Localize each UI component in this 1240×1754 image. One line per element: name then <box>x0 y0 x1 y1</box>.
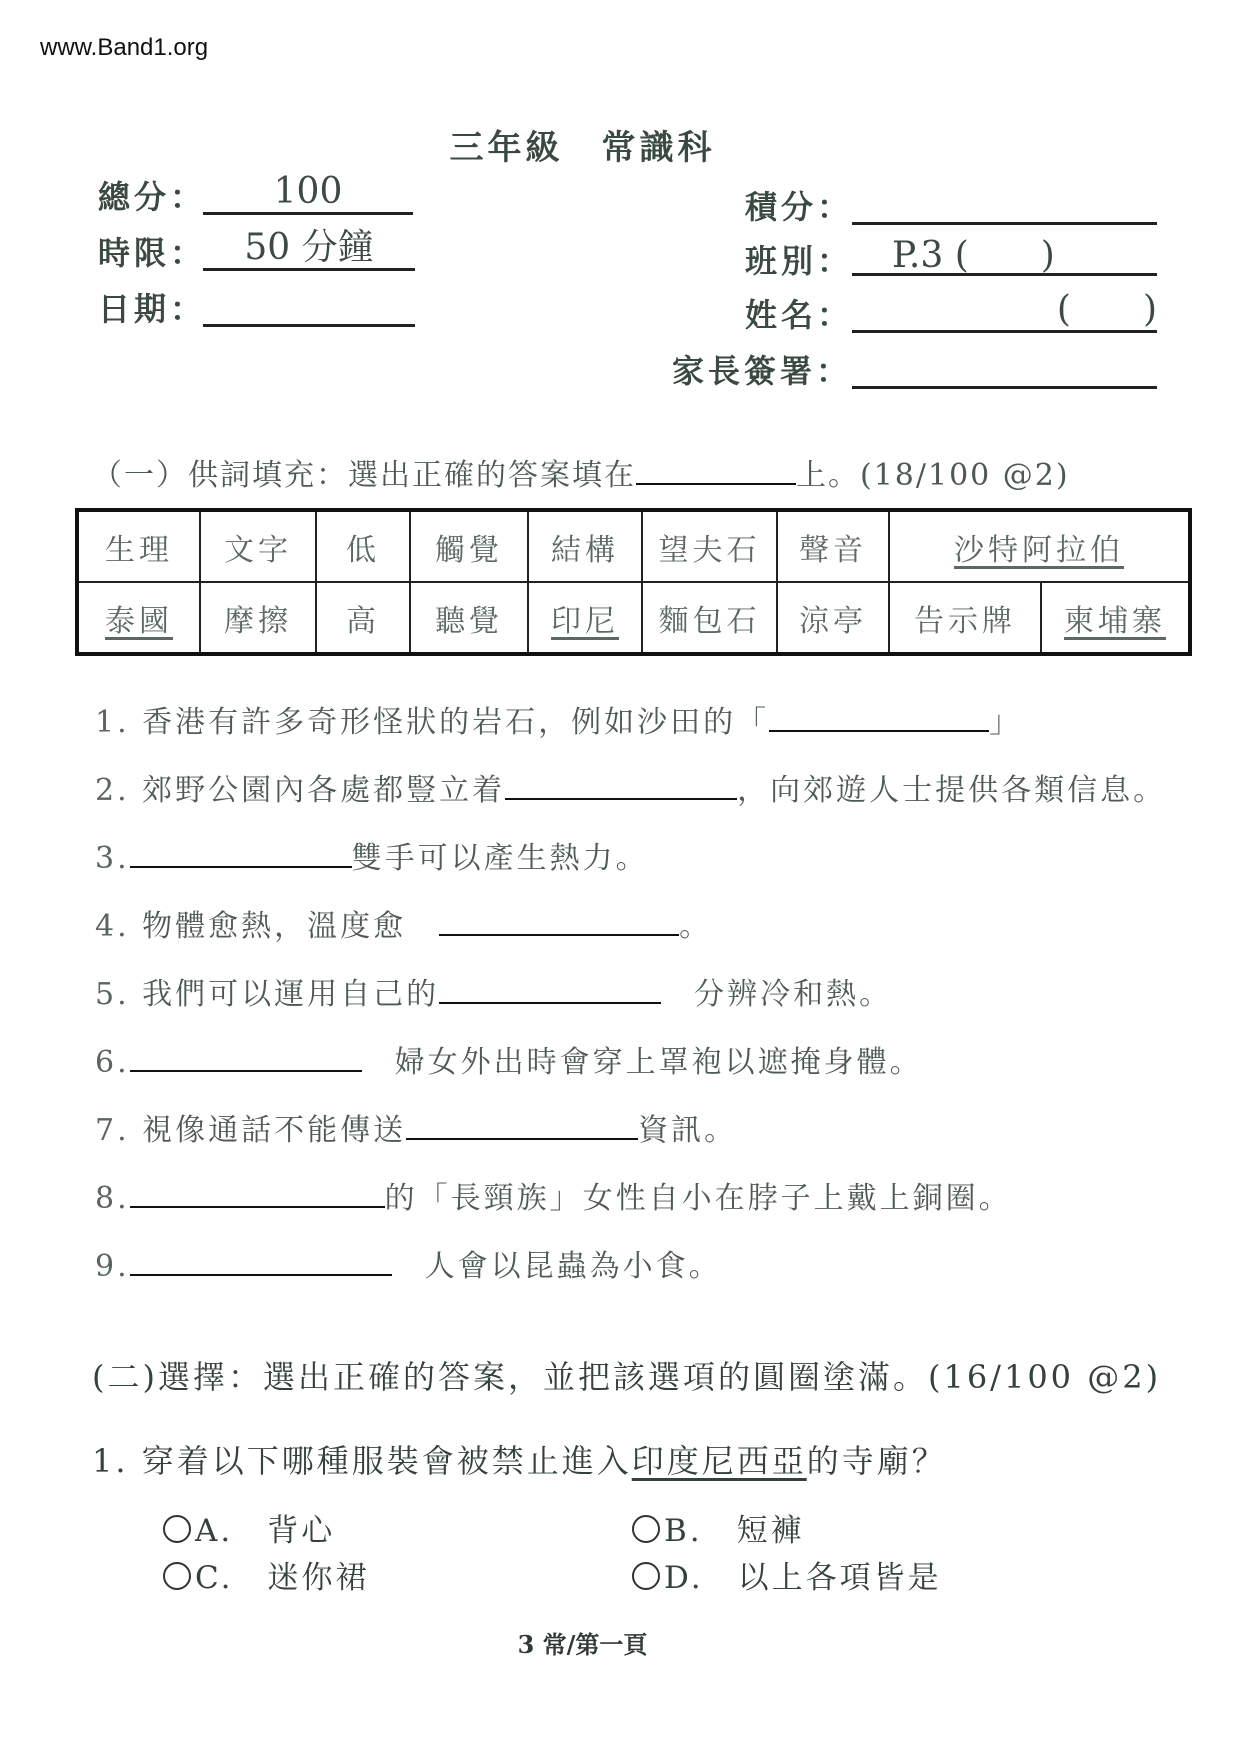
section1-title-blank <box>636 459 796 485</box>
question-3 <box>95 833 649 877</box>
total-value[interactable]: 100 <box>203 172 413 215</box>
answer-blank[interactable] <box>505 774 737 800</box>
question-text: 雙手可以產生熱力。 <box>351 841 649 876</box>
question-text: 的寺廟？ <box>806 1442 947 1480</box>
question-9 <box>95 1241 722 1285</box>
option-label: C. 迷你裙 <box>195 1560 370 1596</box>
question-number: 4. <box>95 909 130 944</box>
word-bank-cell: 聲音 <box>777 510 889 582</box>
option-label: D. 以上各項皆是 <box>664 1560 942 1596</box>
option-circle[interactable] <box>163 1562 191 1590</box>
name-field[interactable]: ( ) <box>852 290 1157 333</box>
option-d[interactable] <box>632 1552 942 1597</box>
question-text: 視像通話不能傳送 <box>142 1113 407 1148</box>
answer-blank[interactable] <box>406 1114 638 1140</box>
word-bank-cell: 望夫石 <box>642 510 777 582</box>
answer-blank[interactable] <box>130 842 352 868</box>
question-number: 7. <box>95 1113 130 1148</box>
option-circle[interactable] <box>632 1562 660 1590</box>
question-text: 香港有許多奇形怪狀的岩石，例如沙田的「 <box>142 705 770 740</box>
word-bank-cell: 柬埔寨 <box>1041 582 1190 654</box>
time-value[interactable]: 50 分鐘 <box>203 228 415 271</box>
question-text: 穿着以下哪種服裝會被禁止進入 <box>141 1442 632 1480</box>
question-number: 2. <box>95 773 130 808</box>
answer-blank[interactable] <box>769 706 989 732</box>
question-1 <box>95 697 1022 741</box>
option-label: B. 短褲 <box>664 1513 805 1549</box>
parent-signature-label: 家長簽署： <box>672 352 853 390</box>
answer-blank[interactable] <box>130 1250 392 1276</box>
word-bank-cell: 文字 <box>200 510 316 582</box>
date-label: 日期： <box>98 290 207 328</box>
word-bank <box>75 508 1192 656</box>
question-4 <box>95 901 712 945</box>
question-number: 8. <box>95 1181 130 1216</box>
word-bank-cell: 印尼 <box>528 582 642 654</box>
word-bank-cell: 生理 <box>77 510 200 582</box>
question-5 <box>95 969 892 1013</box>
answer-blank[interactable] <box>439 978 661 1004</box>
answer-blank[interactable] <box>439 910 679 936</box>
word-bank-cell: 摩擦 <box>200 582 316 654</box>
option-circle[interactable] <box>163 1515 191 1543</box>
question-text: 郊野公園內各處都豎立着 <box>142 773 506 808</box>
question-8 <box>95 1173 1012 1217</box>
question-number: 5. <box>95 977 130 1012</box>
word-bank-cell: 觸覺 <box>410 510 528 582</box>
word-bank-cell: 告示牌 <box>889 582 1041 654</box>
option-circle[interactable] <box>632 1515 660 1543</box>
word-bank-cell: 麵包石 <box>642 582 777 654</box>
name-label: 姓名： <box>745 296 854 334</box>
section2-title: (二)選擇：選出正確的答案，並把該選項的圓圈塗滿。(16/100 @2) <box>92 1358 1162 1396</box>
question-text: 」 <box>989 705 1023 740</box>
question-text: 物體愈熱，溫度愈 <box>142 909 407 944</box>
parent-signature-field[interactable] <box>852 346 1157 389</box>
word-bank-cell: 泰國 <box>77 582 200 654</box>
question-text: 分辨冷和熱。 <box>694 977 893 1012</box>
word-bank-cell: 聽覺 <box>410 582 528 654</box>
score-field[interactable] <box>852 182 1157 225</box>
question-number: 1. <box>92 1442 129 1480</box>
word-bank-cell: 高 <box>316 582 410 654</box>
section1-title <box>92 450 1070 494</box>
question-text: 的「長頸族」女性自小在脖子上戴上銅圈。 <box>384 1181 1012 1216</box>
option-b[interactable] <box>632 1505 805 1550</box>
class-field[interactable]: P.3 ( ) <box>852 236 1157 276</box>
score-label: 積分： <box>745 188 854 226</box>
question-number: 9. <box>95 1249 130 1284</box>
word-bank-cell: 涼亭 <box>777 582 889 654</box>
mc-question-1 <box>92 1436 947 1482</box>
answer-blank[interactable] <box>130 1046 362 1072</box>
answer-blank[interactable] <box>130 1182 385 1208</box>
question-number: 3. <box>95 841 130 876</box>
question-text: 資訊。 <box>638 1113 738 1148</box>
word-bank-cell: 結構 <box>528 510 642 582</box>
word-bank-cell: 低 <box>316 510 410 582</box>
question-text: 我們可以運用自己的 <box>142 977 440 1012</box>
question-6 <box>95 1037 923 1081</box>
question-text: 。 <box>679 909 713 944</box>
class-label: 班別： <box>745 242 854 280</box>
watermark: www.Band1.org <box>40 34 209 61</box>
time-label: 時限： <box>98 234 207 272</box>
question-number: 1. <box>95 705 130 740</box>
word-bank-cell: 沙特阿拉伯 <box>889 510 1190 582</box>
page-footer: 3 常/第一頁 <box>517 1630 648 1659</box>
section1-title-pre: （一）供詞填充：選出正確的答案填在 <box>92 458 636 493</box>
question-text: ，向郊遊人士提供各類信息。 <box>737 773 1167 808</box>
question-text: 人會以昆蟲為小食。 <box>424 1249 722 1284</box>
question-text: 婦女外出時會穿上罩袍以遮掩身體。 <box>394 1045 923 1080</box>
date-field[interactable] <box>203 284 415 327</box>
option-c[interactable] <box>163 1552 369 1597</box>
question-7 <box>95 1105 737 1149</box>
page-title: 三年級 常識科 <box>449 128 716 168</box>
option-a[interactable] <box>163 1505 335 1550</box>
total-label: 總分： <box>98 178 207 216</box>
question-number: 6. <box>95 1045 130 1080</box>
country-name: 印度尼西亞 <box>631 1442 807 1480</box>
question-2 <box>95 765 1166 809</box>
section1-title-post: 上。(18/100 @2) <box>796 458 1070 493</box>
option-label: A. 背心 <box>195 1513 336 1549</box>
